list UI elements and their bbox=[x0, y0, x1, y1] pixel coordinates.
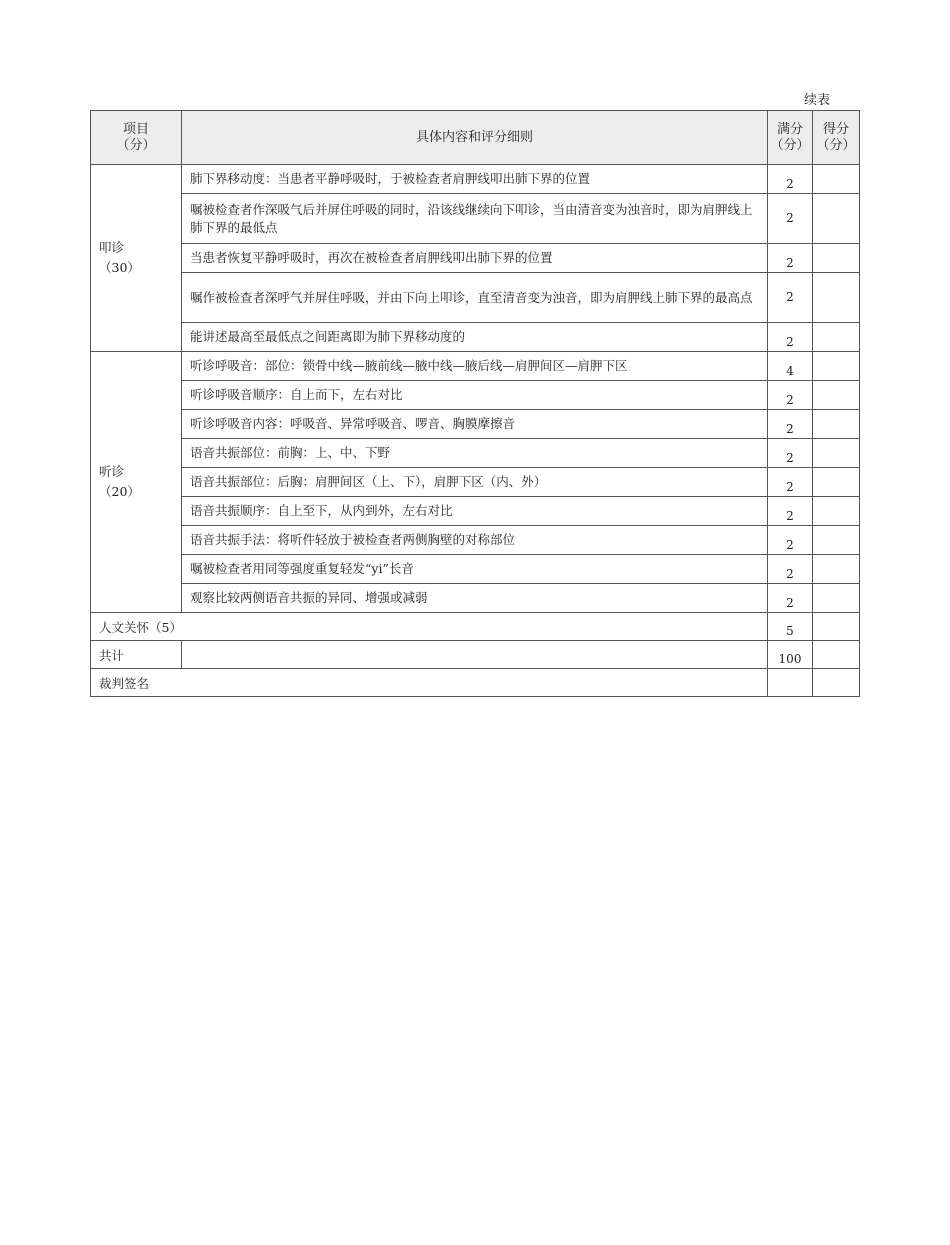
row-full-score: 4 bbox=[768, 352, 813, 381]
row-full-score: 2 bbox=[768, 468, 813, 497]
scoring-table bbox=[90, 110, 860, 697]
table-row bbox=[91, 468, 860, 497]
row-full-score: 2 bbox=[768, 555, 813, 584]
row-content: 听诊呼吸音顺序：自上而下，左右对比 bbox=[182, 381, 768, 410]
humanistic-care-row bbox=[91, 613, 860, 641]
table-row bbox=[91, 439, 860, 468]
row-got-score-cell[interactable] bbox=[813, 497, 860, 526]
row-content: 听诊呼吸音：部位：锁骨中线—腋前线—腋中线—腋后线—肩胛间区—肩胛下区 bbox=[182, 352, 768, 381]
total-got-score-cell[interactable] bbox=[813, 641, 860, 669]
section-auscultation: 听诊 （20） bbox=[91, 352, 182, 613]
row-got-score-cell[interactable] bbox=[813, 323, 860, 352]
row-content: 当患者恢复平静呼吸时，再次在被检查者肩胛线叩出肺下界的位置 bbox=[182, 244, 768, 273]
signature-row bbox=[91, 669, 860, 697]
row-content: 肺下界移动度：当患者平静呼吸时，于被检查者肩胛线叩出肺下界的位置 bbox=[182, 165, 768, 194]
total-row bbox=[91, 641, 860, 669]
row-full-score: 2 bbox=[768, 244, 813, 273]
table-header-row bbox=[91, 111, 860, 165]
row-got-score-cell[interactable] bbox=[813, 526, 860, 555]
row-full-score: 2 bbox=[768, 497, 813, 526]
total-blank-cell bbox=[182, 641, 768, 669]
row-got-score-cell[interactable] bbox=[813, 410, 860, 439]
table-row bbox=[91, 194, 860, 244]
row-full-score: 2 bbox=[768, 323, 813, 352]
row-got-score-cell[interactable] bbox=[813, 613, 860, 641]
table-row bbox=[91, 584, 860, 613]
row-got-score-cell[interactable] bbox=[813, 273, 860, 323]
row-content: 听诊呼吸音内容：呼吸音、异常呼吸音、啰音、胸膜摩擦音 bbox=[182, 410, 768, 439]
row-got-score-cell[interactable] bbox=[813, 555, 860, 584]
row-full-score: 2 bbox=[768, 194, 813, 244]
table-row bbox=[91, 381, 860, 410]
header-full-score: 满分 （分） bbox=[768, 111, 813, 165]
table-row bbox=[91, 410, 860, 439]
table-row bbox=[91, 323, 860, 352]
table-row bbox=[91, 555, 860, 584]
header-content: 具体内容和评分细则 bbox=[182, 111, 768, 165]
table-row bbox=[91, 165, 860, 194]
header-item: 项目 （分） bbox=[91, 111, 182, 165]
row-content: 语音共振部位：后胸：肩胛间区（上、下），肩胛下区（内、外） bbox=[182, 468, 768, 497]
row-got-score-cell[interactable] bbox=[813, 244, 860, 273]
row-full-score: 2 bbox=[768, 526, 813, 555]
row-got-score-cell[interactable] bbox=[813, 381, 860, 410]
section-percussion: 叩诊 （30） bbox=[91, 165, 182, 352]
row-full-score: 2 bbox=[768, 381, 813, 410]
humanistic-care-score: 5 bbox=[768, 613, 813, 641]
continued-label: 续表 bbox=[803, 93, 830, 108]
header-got-score: 得分 （分） bbox=[813, 111, 860, 165]
row-full-score: 2 bbox=[768, 439, 813, 468]
total-label: 共计 bbox=[91, 641, 182, 669]
signature-blank-cell bbox=[768, 669, 813, 697]
signature-cell[interactable] bbox=[813, 669, 860, 697]
table-row bbox=[91, 526, 860, 555]
humanistic-care-label: 人文关怀（5） bbox=[91, 613, 768, 641]
row-full-score: 2 bbox=[768, 410, 813, 439]
row-got-score-cell[interactable] bbox=[813, 439, 860, 468]
row-content: 语音共振顺序：自上至下，从内到外，左右对比 bbox=[182, 497, 768, 526]
row-got-score-cell[interactable] bbox=[813, 468, 860, 497]
table-row bbox=[91, 273, 860, 323]
row-got-score-cell[interactable] bbox=[813, 584, 860, 613]
row-content: 能讲述最高至最低点之间距离即为肺下界移动度的 bbox=[182, 323, 768, 352]
row-got-score-cell[interactable] bbox=[813, 352, 860, 381]
row-content: 语音共振手法：将听件轻放于被检查者两侧胸壁的对称部位 bbox=[182, 526, 768, 555]
total-score: 100 bbox=[768, 641, 813, 669]
row-content: 语音共振部位：前胸：上、中、下野 bbox=[182, 439, 768, 468]
row-content: 嘱被检查者用同等强度重复轻发“yi”长音 bbox=[182, 555, 768, 584]
table-row bbox=[91, 244, 860, 273]
row-got-score-cell[interactable] bbox=[813, 194, 860, 244]
row-content: 观察比较两侧语音共振的异同、增强或减弱 bbox=[182, 584, 768, 613]
table-row bbox=[91, 352, 860, 381]
row-full-score: 2 bbox=[768, 273, 813, 323]
row-full-score: 2 bbox=[768, 584, 813, 613]
signature-label: 裁判签名 bbox=[91, 669, 768, 697]
table-row bbox=[91, 497, 860, 526]
row-content: 嘱作被检查者深呼气并屏住呼吸，并由下向上叩诊，直至清音变为浊音，即为肩胛线上肺下界的最高点 bbox=[182, 273, 768, 323]
row-full-score: 2 bbox=[768, 165, 813, 194]
row-got-score-cell[interactable] bbox=[813, 165, 860, 194]
row-content: 嘱被检查者作深吸气后并屏住呼吸的同时，沿该线继续向下叩诊，当由清音变为浊音时，即为肩胛线上肺下界的最低点 bbox=[182, 194, 768, 244]
